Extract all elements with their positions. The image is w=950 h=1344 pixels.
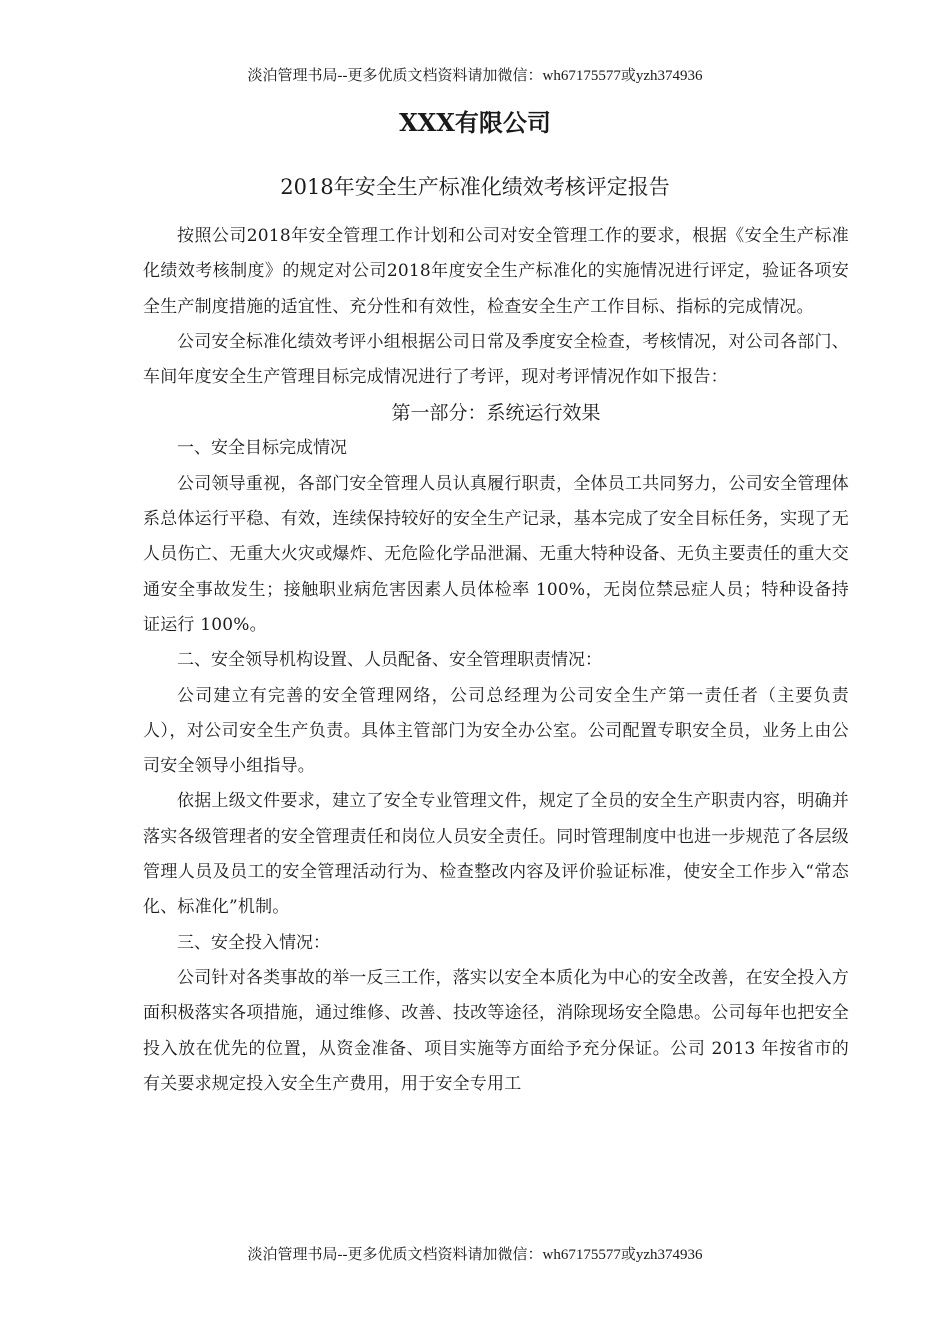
section1-heading: 一、安全目标完成情况 (177, 438, 347, 459)
section2-paragraph-1: 公司建立有完善的安全管理网络，公司总经理为公司安全生产第一责任者（主要负责人），对公司安全生产负责。具体主管部门为安全办公室。公司配置专职安全员，业务上由公司安全领导小组指导。 (143, 685, 849, 777)
section1-paragraph-1: 公司领导重视，各部门安全管理人员认真履行职责，全体员工共同努力，公司安全管理体系总体运行平稳、有效，连续保持较好的安全生产记录，基本完成了安全目标任务，实现了无人员伤亡、无重大火灾或爆炸、无危险化学品泄漏、无重大特种设备、无负主要责任的重大交通安全事故发生；接触职业病危害因素人员体检率 100%，无岗位禁忌症人员；特种设备持证运行 100%。 (143, 473, 849, 635)
section3-paragraph-1: 公司针对各类事故的举一反三工作，落实以安全本质化为中心的安全改善，在安全投入方面积极落实各项措施，通过维修、改善、技改等途径，消除现场安全隐患。公司每年也把安全投入放在优先的位置，从资金准备、项目实施等方面给予充分保证。公司 2013 年按省市的有关要求规定投入安全生产费用，用于安全专用工 (143, 967, 849, 1094)
section2-paragraph-2: 依据上级文件要求，建立了安全专业管理文件，规定了全员的安全生产职责内容，明确并落实各级管理者的安全管理责任和岗位人员安全责任。同时管理制度中也进一步规范了各层级管理人员及员工的安全管理活动行为、检查整改内容及评价验证标准，使安全工作步入“常态化、标准化”机制。 (143, 791, 849, 918)
header-note: 淡泊管理书局--更多优质文档资料请加微信：wh67175577或yzh374936 (247, 68, 703, 84)
section3-heading: 三、安全投入情况： (177, 932, 330, 953)
company-title: XXX有限公司 (399, 108, 551, 137)
part-one-title: 第一部分：系统运行效果 (391, 402, 601, 425)
report-body (143, 219, 849, 1102)
intro-paragraph-1: 按照公司2018年安全管理工作计划和公司对安全管理工作的要求，根据《安全生产标准化绩效考核制度》的规定对公司2018年度安全生产标准化的实施情况进行评定，验证各项安全生产制度措施的适宜性、充分性和有效性，检查安全生产工作目标、指标的完成情况。 (143, 226, 849, 317)
report-title: 2018年安全生产标准化绩效考核评定报告 (280, 175, 670, 199)
section2-heading: 二、安全领导机构设置、人员配备、安全管理职责情况： (177, 650, 602, 671)
intro-paragraph-2: 公司安全标准化绩效考评小组根据公司日常及季度安全检查，考核情况，对公司各部门、车间年度安全生产管理目标完成情况进行了考评，现对考评情况作如下报告： (143, 331, 849, 388)
footer-note: 淡泊管理书局--更多优质文档资料请加微信：wh67175577或yzh374936 (247, 1247, 703, 1263)
